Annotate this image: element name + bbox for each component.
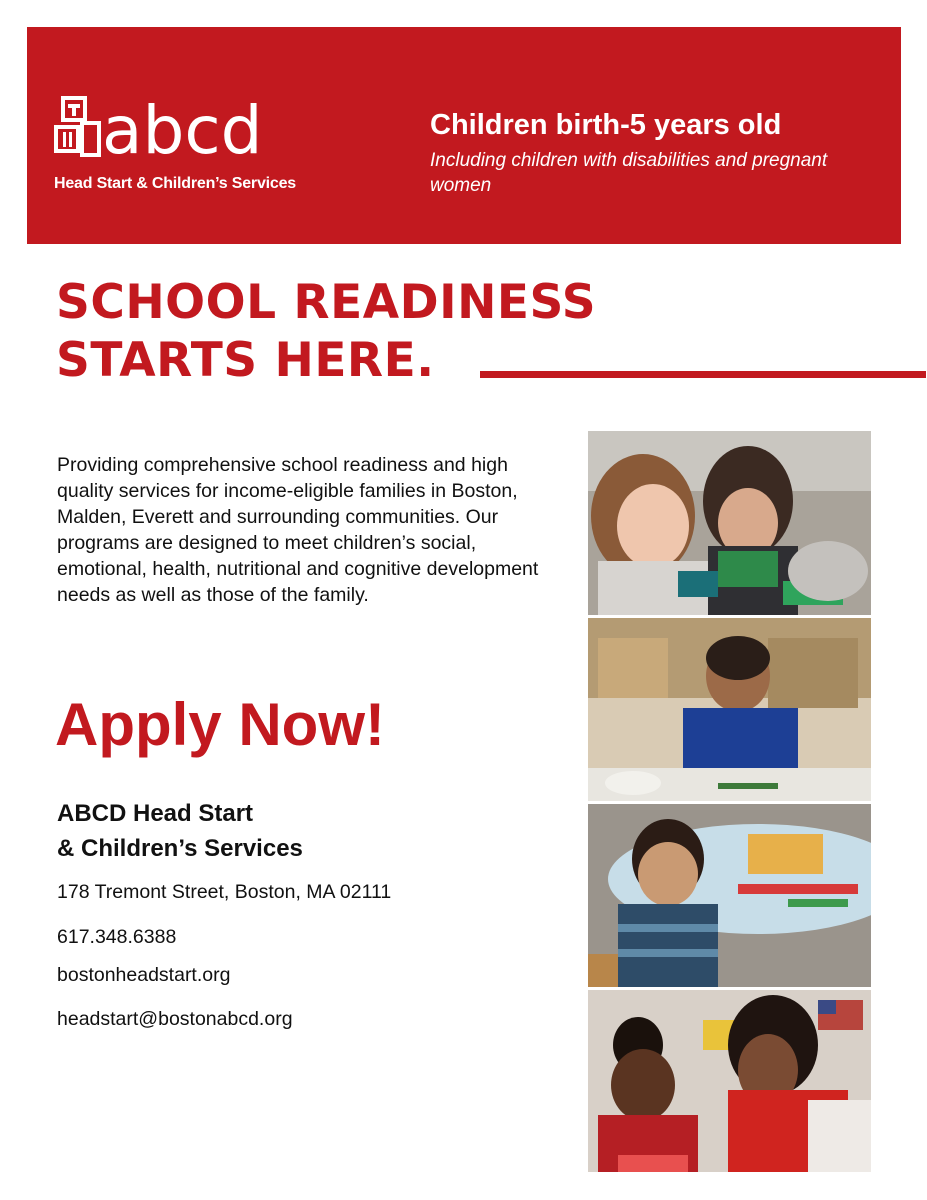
apply-now-heading: Apply Now! <box>55 691 385 758</box>
abcd-logo-mark <box>54 95 344 175</box>
website-link[interactable]: bostonheadstart.org <box>57 964 231 986</box>
org-name-line-2: & Children’s Services <box>57 835 303 862</box>
banner-subtitle: Including children with disabilities and pregnant women <box>430 150 828 196</box>
photo-strip <box>588 431 871 1172</box>
phone-number[interactable]: 617.348.6388 <box>57 926 177 948</box>
header-banner <box>27 27 901 244</box>
org-name-line-1: ABCD Head Start <box>57 800 254 827</box>
email-link[interactable]: headstart@bostonabcd.org <box>57 1008 293 1030</box>
children-playing-photo <box>588 431 871 615</box>
address: 178 Tremont Street, Boston, MA 02111 <box>57 881 392 903</box>
boy-with-toy-cars-photo <box>588 804 871 987</box>
logo-subtitle: Head Start & Children’s Services <box>54 175 296 192</box>
headline-line-2: STARTS HERE. <box>56 333 435 388</box>
abcd-logo <box>54 95 344 200</box>
intro-paragraph: Providing comprehensive school readiness and high quality services for income-eligible families in Boston, Malden, Everett and surrounding communities. Our programs are designed to meet children’s social, emotional, health, nutritional and cognitive development needs as well as those of the family. <box>57 454 539 606</box>
org-name <box>57 796 303 866</box>
headline-line-1: SCHOOL READINESS <box>56 275 597 330</box>
mother-and-child-photo <box>588 990 871 1172</box>
banner-title: Children birth-5 years old <box>430 109 782 141</box>
headline-underline <box>480 371 926 378</box>
logo-word: abcd <box>102 95 263 169</box>
boy-drawing-photo <box>588 618 871 801</box>
